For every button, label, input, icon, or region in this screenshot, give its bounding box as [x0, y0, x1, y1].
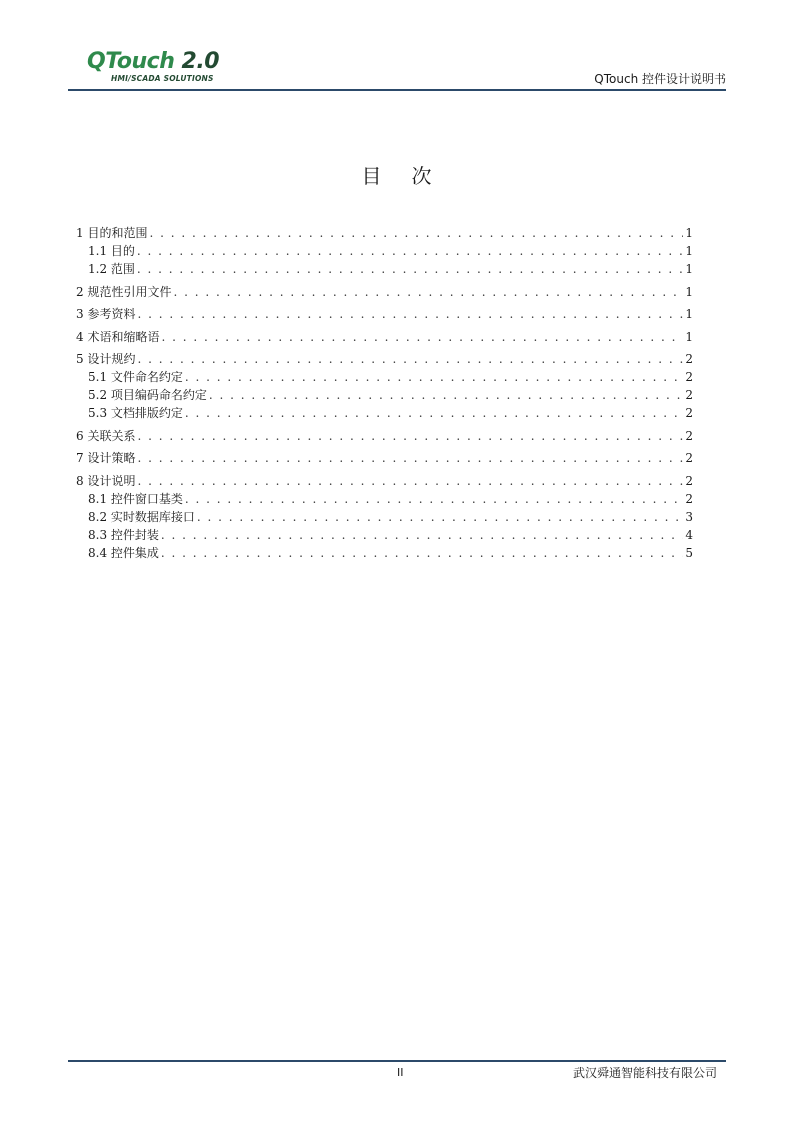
toc-entry-page: 2 [685, 491, 693, 506]
toc-entry[interactable] [76, 224, 693, 242]
toc-entry-label: 8.1 控件窗口基类 [88, 491, 183, 506]
toc-entry-label: 5 设计规约 [76, 352, 136, 366]
table-of-contents [76, 224, 693, 562]
toc-entry[interactable] [76, 242, 693, 260]
toc-entry-page: 2 [685, 388, 693, 402]
toc-entry-page: 1 [685, 284, 693, 299]
toc-entry-page: 5 [685, 545, 693, 560]
toc-entry-label: 2 规范性引用文件 [76, 284, 172, 299]
toc-entry-label: 8.2 实时数据库接口 [88, 509, 195, 524]
toc-entry-page: 4 [685, 527, 693, 542]
toc-entry[interactable] [76, 427, 693, 445]
toc-entry-page: 2 [685, 352, 693, 366]
logo-main-text: QTouch [87, 49, 175, 74]
toc-leader-dots [137, 260, 683, 278]
toc-entry-label: 8.4 控件集成 [88, 545, 159, 560]
toc-entry-label: 5.3 文档排版约定 [88, 406, 183, 420]
toc-leader-dots [185, 368, 683, 386]
toc-entry-label: 1 目的和范围 [76, 226, 148, 240]
toc-entry[interactable] [76, 526, 693, 544]
toc-entry[interactable] [76, 508, 693, 526]
toc-entry-label: 5.1 文件命名约定 [88, 370, 183, 384]
toc-entry-label: 7 设计策略 [76, 451, 136, 465]
toc-leader-dots [161, 328, 683, 346]
logo-version: 2.0 [181, 49, 220, 74]
toc-leader-dots [137, 472, 683, 490]
toc-entry[interactable] [76, 260, 693, 278]
toc-entry-label: 1.2 范围 [88, 262, 135, 276]
toc-leader-dots [161, 544, 683, 562]
toc-entry[interactable] [76, 449, 693, 467]
toc-entry-page: 2 [685, 428, 693, 443]
page-number: II [397, 1066, 404, 1079]
header-rule [68, 89, 726, 91]
toc-entry[interactable] [76, 368, 693, 386]
logo-subtitle: HMI/SCADA SOLUTIONS [111, 74, 214, 83]
toc-entry-page: 2 [685, 473, 693, 488]
toc-leader-dots [137, 242, 683, 260]
toc-leader-dots [137, 427, 683, 445]
toc-entry-page: 1 [685, 244, 693, 258]
toc-entry-page: 1 [685, 262, 693, 276]
toc-leader-dots [209, 386, 683, 404]
toc-leader-dots [197, 508, 683, 526]
toc-entry[interactable] [76, 544, 693, 562]
toc-leader-dots [161, 526, 683, 544]
toc-leader-dots [137, 449, 683, 467]
toc-leader-dots [185, 490, 683, 508]
toc-entry[interactable] [76, 472, 693, 490]
document-title: QTouch 控件设计说明书 [594, 72, 726, 86]
toc-entry-page: 1 [685, 226, 693, 240]
toc-leader-dots [173, 283, 683, 301]
toc-entry-page: 3 [685, 509, 693, 524]
toc-heading: 目次 [361, 164, 462, 188]
toc-entry[interactable] [76, 305, 693, 323]
toc-entry-page: 2 [685, 406, 693, 420]
toc-entry[interactable] [76, 386, 693, 404]
toc-entry-label: 4 术语和缩略语 [76, 329, 160, 344]
toc-entry-page: 2 [685, 370, 693, 384]
toc-entry[interactable] [76, 328, 693, 346]
toc-entry-page: 2 [685, 451, 693, 465]
toc-entry[interactable] [76, 283, 693, 301]
toc-entry-label: 6 关联关系 [76, 428, 136, 443]
page-header [68, 48, 726, 90]
toc-entry[interactable] [76, 490, 693, 508]
toc-entry-label: 3 参考资料 [76, 307, 136, 321]
toc-entry-page: 1 [685, 307, 693, 321]
toc-entry[interactable] [76, 350, 693, 368]
footer-rule [68, 1060, 726, 1062]
toc-entry-label: 8.3 控件封装 [88, 527, 159, 542]
toc-entry-label: 1.1 目的 [88, 244, 135, 258]
toc-leader-dots [149, 224, 683, 242]
toc-entry-page: 1 [685, 329, 693, 344]
toc-leader-dots [137, 350, 683, 368]
toc-entry[interactable] [76, 404, 693, 422]
toc-leader-dots [137, 305, 683, 323]
toc-entry-label: 8 设计说明 [76, 473, 136, 488]
company-name: 武汉舜通智能科技有限公司 [572, 1066, 717, 1080]
toc-entry-label: 5.2 项目编码命名约定 [88, 388, 207, 402]
qtouch-logo [87, 50, 219, 84]
toc-leader-dots [185, 404, 683, 422]
